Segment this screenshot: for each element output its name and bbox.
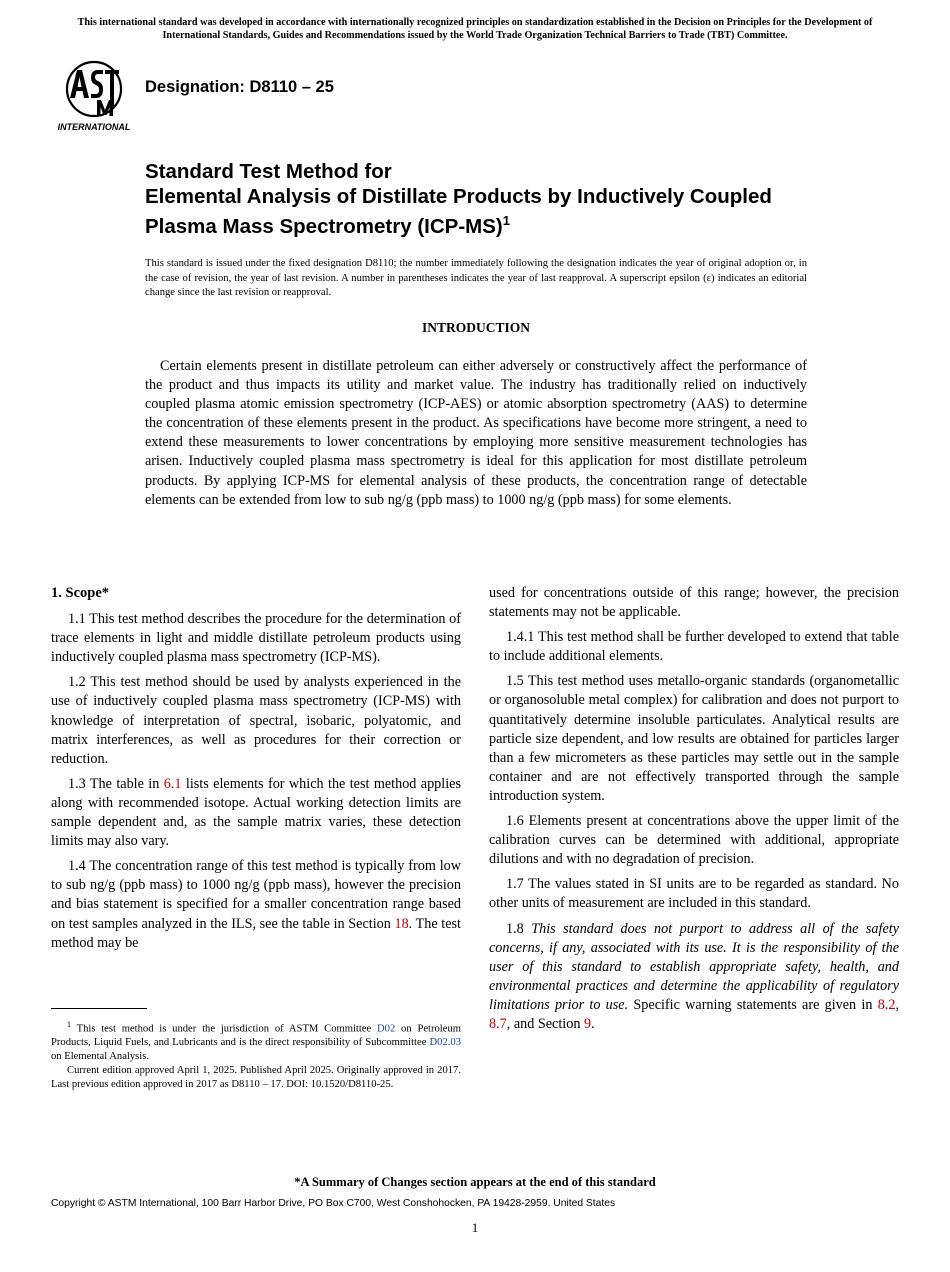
title-line-2: [145, 185, 825, 240]
separator: ,: [895, 996, 899, 1013]
logo-text: INTERNATIONAL: [57, 122, 131, 132]
title-footnote-mark: 1: [502, 213, 510, 228]
footnotes: [51, 1018, 461, 1093]
paragraph-1-5: 1.5 This test method uses metallo-organic standards (organometallic or organosoluble metal complex) for calibration and does not purport to quantitatively determine insoluble particulates. Analytical results are particle size dependent, and low results are obtained for particles larger than a few micrometers as these particles may settle out in the sample container and are not effectively transported through the sample introduction system.: [489, 673, 899, 804]
link-section-8-7[interactable]: 8.7: [489, 1015, 507, 1032]
paragraph-1-4-text: 1.4 The concentration range of this test method is typically from low to sub ng/g (ppb mass) to 1000 ng/g (ppb mass), however the precision and bias statement is specified for a smaller concentration range based on test samples analyzed in the ILS, see the table in Section: [51, 858, 461, 932]
summary-of-changes-note: *A Summary of Changes section appears at the end of this standard: [294, 1175, 656, 1189]
introduction-text: Certain elements present in distillate petroleum can either adversely or constructively affect the performance of the product and thus impacts its utility and market value. The industry has traditionally relied on inductively coupled plasma atomic emission spectrometry (ICP-AES) or atomic absorption spectrometry (AAS) to determine the concentration of these elements present in the product. As specifications have become more stringent, a need to extend these measurements to lower concentrations by employing more sensitive measurement technologies has arisen. Inductively coupled plasma mass spectrometry is ideal for this application for most distillate petroleum products. By applying ICP-MS for elemental analysis of these products, the concentration range of detectable elements can be extended from low to sub ng/g (ppb mass) to 1000 ng/g (ppb mass) for some elements.: [145, 358, 807, 508]
issued-note: This standard is issued under the fixed designation D8110; the number immediately following the designation indicates the year of original adoption or, in the case of revision, the year of last revision. A number in parentheses indicates the year of last reapproval. A superscript epsilon (ε) indicates an editorial change since the last revision or reapproval.: [145, 258, 807, 298]
link-section-8-2[interactable]: 8.2: [877, 996, 896, 1013]
paragraph-1-6: 1.6 Elements present at concentrations above the upper limit of the calibration curves can be determined with additional, appropriate dilutions and with no degradation of precision.: [489, 813, 899, 868]
astm-logo-icon: [53, 58, 135, 132]
title-line-1: Standard Test Method for: [145, 160, 392, 183]
period: .: [591, 1015, 595, 1032]
scope-heading: 1. Scope*: [51, 585, 109, 601]
paragraph-1-8-number: 1.8: [506, 920, 532, 937]
paragraph-1-8: [489, 920, 899, 1035]
title-main: Elemental Analysis of Distillate Products by Inductively Coupled Plasma Mass Spectrometry (ICP-MS): [145, 184, 772, 238]
paragraph-1-4-text-end: . The test method may be: [51, 915, 461, 951]
paragraph-1-3: [51, 775, 461, 851]
link-section-6-1[interactable]: 6.1: [163, 775, 182, 792]
introduction-heading: INTRODUCTION: [421, 320, 530, 335]
copyright: Copyright © ASTM International, 100 Barr Harbor Drive, PO Box C700, West Conshohocken, PA 19428-2959. United States: [51, 1198, 616, 1209]
astm-logo: [53, 58, 135, 132]
footnote-1-text-mid: on Petroleum Products, Liquid Fuels, and Lubricants and is the direct responsibility of Subcommittee: [51, 1023, 461, 1049]
document-title: [145, 160, 825, 239]
paragraph-1-4: [51, 857, 461, 952]
footnote-1-text: This test method is under the jurisdiction of ASTM Committee: [71, 1023, 378, 1035]
tbt-notice: This international standard was developed in accordance with internationally recognized principles on standardization established in the Decision on Principles for the Development of International Standards, Guides and Recommendations issued by the World Trade Organization Technical Barriers to Trade (TBT) Committee.: [77, 17, 873, 41]
paragraph-1-1: 1.1 This test method describes the procedure for the determination of trace elements in light and middle distillate petroleum products using inductively coupled plasma mass spectrometry (ICP-MS).: [51, 611, 461, 666]
paragraph-1-7: 1.7 The values stated in SI units are to be regarded as standard. No other units of measurement are included in this standard.: [489, 876, 899, 912]
paragraph-1-8-text: Specific warning statements are given in: [628, 996, 878, 1013]
page-number: 1: [471, 1220, 479, 1235]
link-committee-d02[interactable]: D02: [377, 1023, 396, 1035]
paragraph-1-3-text-end: lists elements for which the test method applies along with recommended isotope. Actual working detection limits are sample dependent and, as the sample matrix varies, these detection limits may also vary.: [51, 775, 461, 850]
safety-caveat: This standard does not purport to address all of the safety concerns, if any, associated with its use. It is the responsibility of the user of this standard to establish appropriate safety, health, and environmental practices and determine the applicability of regulatory limitations prior to use.: [489, 920, 899, 1013]
link-section-9[interactable]: 9: [583, 1015, 592, 1032]
footnote-1: [51, 1018, 461, 1063]
paragraph-1-4-continued: used for concentrations outside of this range; however, the precision statements may not be applicable.: [489, 585, 899, 621]
link-section-18[interactable]: 18: [394, 915, 409, 932]
paragraph-1-2: 1.2 This test method should be used by analysts experienced in the use of inductively coupled plasma mass spectrometry (ICP-MS) with knowledge of interpretation of spectral, isobaric, polyatomic, and matrix interferences, as well as procedures for their correction or reduction.: [51, 674, 461, 767]
paragraph-1-4-1: 1.4.1 This test method shall be further developed to extend that table to include additional elements.: [489, 629, 899, 665]
link-subcommittee-d02-03[interactable]: D02.03: [429, 1037, 461, 1049]
footnote-1-mark: 1: [67, 1020, 71, 1029]
right-column: [489, 584, 899, 1040]
footnote-edition: Current edition approved April 1, 2025. Published April 2025. Originally approved in 2017. Last previous edition approved in 2017 as D8110 – 17. DOI: 10.1520/D8110-25.: [51, 1065, 461, 1090]
footnote-1-text-end: on Elemental Analysis.: [51, 1050, 149, 1062]
paragraph-1-3-text: 1.3 The table in: [68, 775, 164, 792]
footnote-divider: [51, 1008, 147, 1009]
separator: , and Section: [506, 1015, 584, 1032]
left-column: [51, 584, 461, 959]
designation: Designation: D8110 – 25: [145, 78, 334, 96]
